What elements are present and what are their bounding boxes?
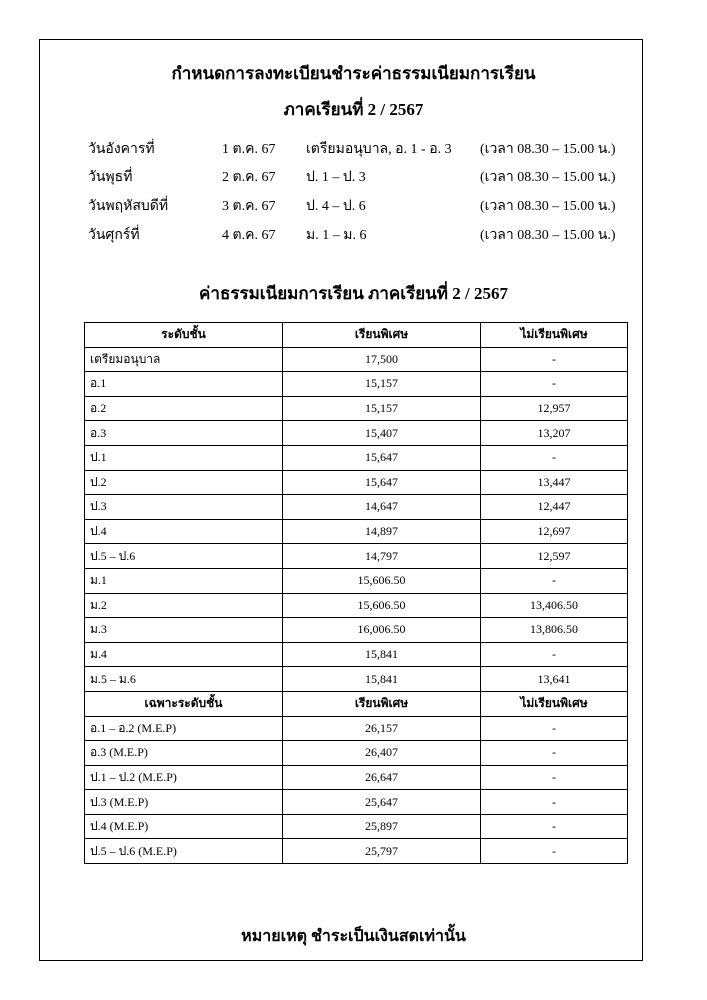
schedule-day: วันพุธที่: [88, 170, 133, 185]
term-title: ภาคเรียนที่ 2 / 2567: [283, 100, 424, 119]
level-cell: อ.1 – อ.2 (M.E.P): [85, 716, 283, 741]
column-header: เรียนพิเศษ: [283, 691, 481, 716]
table-row: [85, 642, 628, 667]
fee-without-extra-cell: -: [481, 372, 628, 397]
level-cell: ป.4: [85, 519, 283, 544]
fee-with-extra-cell: 15,841: [283, 642, 481, 667]
fee-with-extra-cell: 14,797: [283, 544, 481, 569]
fee-without-extra-cell: 12,597: [481, 544, 628, 569]
table-row: [85, 470, 628, 495]
fee-without-extra-cell: -: [481, 790, 628, 815]
level-cell: ป.5 – ป.6 (M.E.P): [85, 839, 283, 864]
schedule-date: 1 ต.ค. 67: [222, 142, 276, 157]
table-row: [85, 347, 628, 372]
table-row: [85, 445, 628, 470]
table-header-row: [85, 691, 628, 716]
fee-without-extra-cell: -: [481, 642, 628, 667]
fee-with-extra-cell: 25,647: [283, 790, 481, 815]
fee-with-extra-cell: 14,897: [283, 519, 481, 544]
fee-with-extra-cell: 15,407: [283, 421, 481, 446]
table-row: [85, 519, 628, 544]
table-row: [85, 741, 628, 766]
payment-note: หมายเหตุ ชำระเป็นเงินสดเท่านั้น: [241, 928, 466, 945]
fee-without-extra-cell: 13,641: [481, 667, 628, 692]
fee-without-extra-cell: -: [481, 347, 628, 372]
fee-without-extra-cell: 12,447: [481, 495, 628, 520]
table-row: [85, 593, 628, 618]
table-row: [85, 667, 628, 692]
fee-without-extra-cell: -: [481, 716, 628, 741]
fee-without-extra-cell: 13,207: [481, 421, 628, 446]
table-row: [85, 765, 628, 790]
fee-with-extra-cell: 15,157: [283, 396, 481, 421]
fee-without-extra-cell: 13,806.50: [481, 618, 628, 643]
schedule-date: 4 ต.ค. 67: [222, 228, 276, 243]
level-cell: อ.1: [85, 372, 283, 397]
fee-without-extra-cell: -: [481, 839, 628, 864]
schedule-row: [0, 224, 707, 246]
schedule-date: 3 ต.ค. 67: [222, 199, 276, 214]
schedule-levels: ป. 4 – ป. 6: [306, 199, 366, 214]
level-cell: ม.4: [85, 642, 283, 667]
fee-without-extra-cell: -: [481, 765, 628, 790]
schedule-time: (เวลา 08.30 – 15.00 น.): [480, 199, 616, 214]
fee-with-extra-cell: 15,841: [283, 667, 481, 692]
table-row: [85, 495, 628, 520]
table-row: [85, 814, 628, 839]
schedule-time: (เวลา 08.30 – 15.00 น.): [480, 170, 616, 185]
schedule-date: 2 ต.ค. 67: [222, 170, 276, 185]
fee-with-extra-cell: 15,647: [283, 445, 481, 470]
fee-with-extra-cell: 17,500: [283, 347, 481, 372]
level-cell: อ.2: [85, 396, 283, 421]
fee-with-extra-cell: 26,157: [283, 716, 481, 741]
fee-with-extra-cell: 14,647: [283, 495, 481, 520]
fee-with-extra-cell: 26,407: [283, 741, 481, 766]
schedule-day: วันศุกร์ที่: [88, 228, 140, 243]
level-cell: ป.2: [85, 470, 283, 495]
column-header: ไม่เรียนพิเศษ: [481, 691, 628, 716]
table-row: [85, 396, 628, 421]
fee-without-extra-cell: 12,697: [481, 519, 628, 544]
fee-without-extra-cell: -: [481, 741, 628, 766]
table-row: [85, 421, 628, 446]
table-row: [85, 618, 628, 643]
level-cell: ป.1 – ป.2 (M.E.P): [85, 765, 283, 790]
fee-without-extra-cell: 13,406.50: [481, 593, 628, 618]
fees-title: ค่าธรรมเนียมการเรียน ภาคเรียนที่ 2 / 2567: [199, 284, 508, 303]
level-cell: ม.2: [85, 593, 283, 618]
level-cell: ป.4 (M.E.P): [85, 814, 283, 839]
fees-table: [84, 322, 628, 864]
schedule-levels: เตรียมอนุบาล, อ. 1 - อ. 3: [306, 142, 452, 157]
table-row: [85, 790, 628, 815]
level-cell: เตรียมอนุบาล: [85, 347, 283, 372]
schedule-row: [0, 195, 707, 217]
table-row: [85, 544, 628, 569]
schedule-levels: ม. 1 – ม. 6: [306, 228, 367, 243]
table-row: [85, 839, 628, 864]
schedule-day: วันอังคารที่: [88, 142, 155, 157]
level-cell: ม.3: [85, 618, 283, 643]
schedule-row: [0, 166, 707, 188]
fee-with-extra-cell: 15,606.50: [283, 568, 481, 593]
column-header: เฉพาะระดับชั้น: [85, 691, 283, 716]
schedule-time: (เวลา 08.30 – 15.00 น.): [480, 228, 616, 243]
fee-with-extra-cell: 15,606.50: [283, 593, 481, 618]
level-cell: ป.5 – ป.6: [85, 544, 283, 569]
fee-without-extra-cell: -: [481, 568, 628, 593]
fee-with-extra-cell: 25,897: [283, 814, 481, 839]
fee-with-extra-cell: 26,647: [283, 765, 481, 790]
fee-without-extra-cell: -: [481, 445, 628, 470]
column-header: ระดับชั้น: [85, 323, 283, 348]
level-cell: ป.1: [85, 445, 283, 470]
fee-without-extra-cell: -: [481, 814, 628, 839]
column-header: ไม่เรียนพิเศษ: [481, 323, 628, 348]
schedule-row: [0, 138, 707, 160]
fee-without-extra-cell: 13,447: [481, 470, 628, 495]
level-cell: ป.3: [85, 495, 283, 520]
table-row: [85, 716, 628, 741]
schedule-day: วันพฤหัสบดีที่: [88, 199, 169, 214]
level-cell: ม.1: [85, 568, 283, 593]
table-row: [85, 372, 628, 397]
fee-with-extra-cell: 16,006.50: [283, 618, 481, 643]
level-cell: ม.5 – ม.6: [85, 667, 283, 692]
level-cell: อ.3: [85, 421, 283, 446]
schedule-levels: ป. 1 – ป. 3: [306, 170, 366, 185]
table-row: [85, 568, 628, 593]
level-cell: อ.3 (M.E.P): [85, 741, 283, 766]
page-title: กำหนดการลงทะเบียนชำระค่าธรรมเนียมการเรียน: [171, 64, 536, 83]
table-header-row: [85, 323, 628, 348]
level-cell: ป.3 (M.E.P): [85, 790, 283, 815]
fee-with-extra-cell: 25,797: [283, 839, 481, 864]
column-header: เรียนพิเศษ: [283, 323, 481, 348]
fee-with-extra-cell: 15,647: [283, 470, 481, 495]
schedule-time: (เวลา 08.30 – 15.00 น.): [480, 142, 616, 157]
fee-with-extra-cell: 15,157: [283, 372, 481, 397]
fee-without-extra-cell: 12,957: [481, 396, 628, 421]
